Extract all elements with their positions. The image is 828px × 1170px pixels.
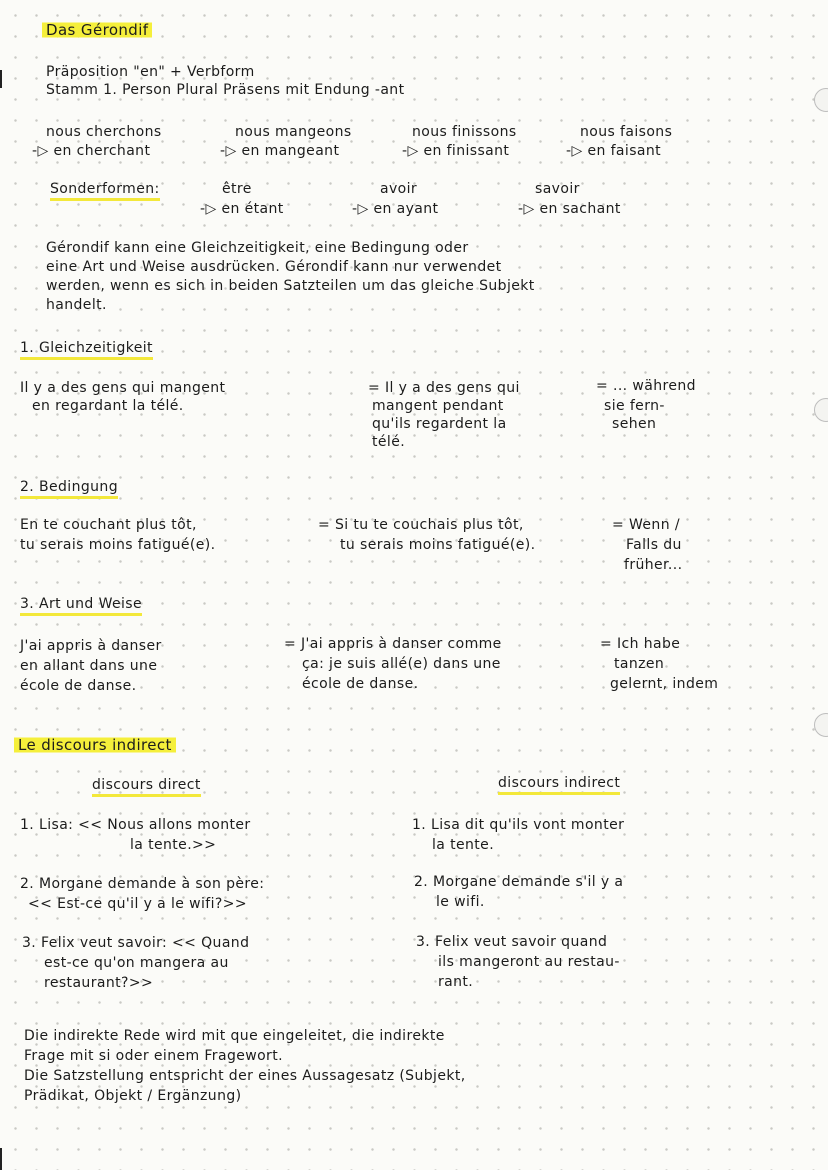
translation: sie fern- xyxy=(604,398,665,414)
explanation-line: eine Art und Weise ausdrücken. Gérondif kann nur verwendet xyxy=(46,259,502,275)
equivalent-sentence: = J'ai appris à danser comme xyxy=(284,636,502,652)
special-verb: savoir xyxy=(535,181,580,197)
indirect-speech: rant. xyxy=(438,974,474,990)
indirect-speech: 3. Felix veut savoir quand xyxy=(416,934,608,950)
equivalent-sentence: tu serais moins fatigué(e). xyxy=(340,537,536,553)
translation: = Ich habe xyxy=(600,636,681,652)
example-sentence: tu serais moins fatigué(e). xyxy=(20,537,216,553)
equivalent-sentence: télé. xyxy=(372,434,406,450)
special-forms-label: Sonderformen: xyxy=(50,181,160,197)
special-form: -▷ en ayant xyxy=(352,201,439,217)
formation-line: Stamm 1. Person Plural Präsens mit Endung -ant xyxy=(46,82,405,98)
translation: gelernt, indem xyxy=(610,676,719,692)
section-heading: 1. Gleichzeitigkeit xyxy=(20,340,153,356)
column-heading-direct: discours direct xyxy=(92,777,201,793)
page-edge-mark xyxy=(0,1148,2,1170)
translation: Falls du xyxy=(626,537,682,553)
column-heading-indirect: discours indirect xyxy=(498,775,620,791)
direct-speech: est-ce qu'on mangera au xyxy=(44,955,229,971)
binder-hole xyxy=(814,713,828,737)
example-sentence: en regardant la télé. xyxy=(32,398,184,414)
example-sentence: école de danse. xyxy=(20,678,137,694)
equivalent-sentence: mangent pendant xyxy=(372,398,504,414)
direct-speech: restaurant?>> xyxy=(44,975,154,991)
translation: früher... xyxy=(624,557,683,573)
section-heading: 3. Art und Weise xyxy=(20,596,142,612)
special-verb: être xyxy=(222,181,252,197)
explanation-line: Gérondif kann eine Gleichzeitigkeit, eine Bedingung oder xyxy=(46,240,469,256)
indirect-speech: la tente. xyxy=(432,837,495,853)
equivalent-sentence: qu'ils regardent la xyxy=(372,416,507,432)
example-stem: nous finissons xyxy=(412,124,517,140)
direct-speech: 2. Morgane demande à son père: xyxy=(20,876,265,892)
special-form: -▷ en étant xyxy=(200,201,284,217)
example-stem: nous cherchons xyxy=(46,124,162,140)
equivalent-sentence: = Il y a des gens qui xyxy=(368,380,520,396)
direct-speech: 3. Felix veut savoir: << Quand xyxy=(22,935,250,951)
binder-hole xyxy=(814,88,828,112)
formation-line: Präposition "en" + Verbform xyxy=(46,64,255,80)
rule-note: Die indirekte Rede wird mit que eingeleitet, die indirekte xyxy=(24,1028,445,1044)
translation: = ... während xyxy=(596,378,696,394)
special-verb: avoir xyxy=(380,181,418,197)
example-form: -▷ en mangeant xyxy=(220,143,340,159)
rule-note: Prädikat, Objekt / Ergänzung) xyxy=(24,1088,242,1104)
example-sentence: J'ai appris à danser xyxy=(20,638,162,654)
special-form: -▷ en sachant xyxy=(518,201,621,217)
example-stem: nous faisons xyxy=(580,124,673,140)
explanation-line: handelt. xyxy=(46,297,107,313)
indirect-speech: ils mangeront au restau- xyxy=(438,954,620,970)
explanation-line: werden, wenn es sich in beiden Satzteilen um das gleiche Subjekt xyxy=(46,278,535,294)
binder-hole xyxy=(814,398,828,422)
example-form: -▷ en finissant xyxy=(402,143,510,159)
example-sentence: en allant dans une xyxy=(20,658,158,674)
rule-note: Die Satzstellung entspricht der eines Aussagesatz (Subjekt, xyxy=(24,1068,466,1084)
direct-speech: la tente.>> xyxy=(130,837,217,853)
example-sentence: En te couchant plus tôt, xyxy=(20,517,197,533)
indirect-speech: le wifi. xyxy=(436,894,485,910)
example-form: -▷ en cherchant xyxy=(32,143,151,159)
example-form: -▷ en faisant xyxy=(566,143,662,159)
discours-title: Le discours indirect xyxy=(14,737,176,753)
example-stem: nous mangeons xyxy=(235,124,352,140)
equivalent-sentence: école de danse. xyxy=(302,676,419,692)
translation: = Wenn / xyxy=(612,517,680,533)
direct-speech: << Est-ce qu'il y a le wifi?>> xyxy=(28,896,247,912)
equivalent-sentence: = Si tu te couchais plus tôt, xyxy=(318,517,524,533)
equivalent-sentence: ça: je suis allé(e) dans une xyxy=(302,656,501,672)
indirect-speech: 2. Morgane demande s'il y a xyxy=(414,874,624,890)
indirect-speech: 1. Lisa dit qu'ils vont monter xyxy=(412,817,625,833)
example-sentence: Il y a des gens qui mangent xyxy=(20,380,226,396)
translation: sehen xyxy=(612,416,657,432)
gerondif-title: Das Gérondif xyxy=(42,22,152,38)
translation: tanzen xyxy=(614,656,665,672)
section-heading: 2. Bedingung xyxy=(20,479,118,495)
direct-speech: 1. Lisa: << Nous allons monter xyxy=(20,817,251,833)
page-edge-mark xyxy=(0,70,2,88)
rule-note: Frage mit si oder einem Fragewort. xyxy=(24,1048,283,1064)
